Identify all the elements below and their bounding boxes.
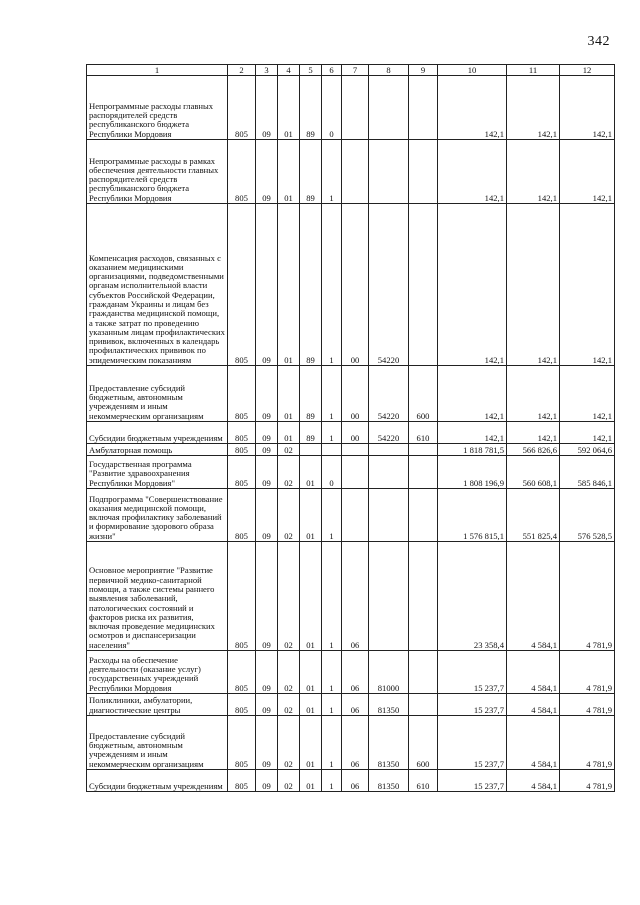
col-2-cell: 805 bbox=[228, 204, 256, 366]
col-7-cell bbox=[342, 444, 369, 456]
col-6-cell: 1 bbox=[322, 204, 342, 366]
col-8-cell bbox=[369, 444, 409, 456]
col-9-cell bbox=[409, 140, 438, 204]
col-8-cell bbox=[369, 542, 409, 651]
col-4-cell: 01 bbox=[278, 204, 300, 366]
table-row bbox=[87, 76, 615, 140]
row-name-cell: Субсидии бюджетным учреждениям bbox=[87, 422, 228, 444]
col-5-cell: 89 bbox=[300, 422, 322, 444]
column-header-8: 8 bbox=[369, 65, 409, 76]
col-2-cell: 805 bbox=[228, 422, 256, 444]
col-11-cell: 560 608,1 bbox=[507, 456, 560, 489]
col-3-cell: 09 bbox=[256, 76, 278, 140]
row-name-cell: Подпрограмма "Совершенствование оказания медицинской помощи, включая профилактику заболеваний и формирование здорового образа жизни" bbox=[87, 489, 228, 542]
col-8-cell: 81350 bbox=[369, 694, 409, 716]
row-name-cell: Предоставление субсидий бюджетным, автономным учреждениям и иным некоммерческим организациям bbox=[87, 366, 228, 422]
col-9-cell bbox=[409, 444, 438, 456]
col-5-cell bbox=[300, 444, 322, 456]
row-name-cell: Основное мероприятие "Развитие первичной медико-санитарной помощи, а также системы раннего выявления заболеваний, патологических состояний и факторов риска их развития, включая проведение медицинских осмотров и диспансеризации населения" bbox=[87, 542, 228, 651]
table-row bbox=[87, 204, 615, 366]
col-5-cell: 89 bbox=[300, 366, 322, 422]
col-8-cell: 54220 bbox=[369, 422, 409, 444]
col-3-cell: 09 bbox=[256, 694, 278, 716]
row-name-cell: Поликлиники, амбулатории, диагностические центры bbox=[87, 694, 228, 716]
col-5-cell: 01 bbox=[300, 456, 322, 489]
table-row bbox=[87, 456, 615, 489]
col-9-cell: 600 bbox=[409, 716, 438, 770]
col-12-cell: 4 781,9 bbox=[560, 694, 615, 716]
col-6-cell: 1 bbox=[322, 489, 342, 542]
col-11-cell: 142,1 bbox=[507, 422, 560, 444]
col-6-cell: 1 bbox=[322, 366, 342, 422]
table-row bbox=[87, 366, 615, 422]
col-4-cell: 02 bbox=[278, 651, 300, 694]
col-11-cell: 551 825,4 bbox=[507, 489, 560, 542]
col-10-cell: 15 237,7 bbox=[438, 651, 507, 694]
col-9-cell: 600 bbox=[409, 366, 438, 422]
col-9-cell bbox=[409, 694, 438, 716]
col-5-cell: 89 bbox=[300, 204, 322, 366]
col-7-cell: 06 bbox=[342, 542, 369, 651]
col-8-cell bbox=[369, 76, 409, 140]
col-4-cell: 02 bbox=[278, 456, 300, 489]
column-header-12: 12 bbox=[560, 65, 615, 76]
col-5-cell: 01 bbox=[300, 542, 322, 651]
col-4-cell: 02 bbox=[278, 770, 300, 792]
col-7-cell: 00 bbox=[342, 366, 369, 422]
col-12-cell: 592 064,6 bbox=[560, 444, 615, 456]
col-11-cell: 4 584,1 bbox=[507, 770, 560, 792]
col-12-cell: 142,1 bbox=[560, 422, 615, 444]
col-6-cell: 1 bbox=[322, 694, 342, 716]
col-12-cell: 142,1 bbox=[560, 140, 615, 204]
col-5-cell: 01 bbox=[300, 716, 322, 770]
col-3-cell: 09 bbox=[256, 489, 278, 542]
table-row bbox=[87, 770, 615, 792]
col-9-cell bbox=[409, 542, 438, 651]
column-header-9: 9 bbox=[409, 65, 438, 76]
col-6-cell bbox=[322, 444, 342, 456]
col-3-cell: 09 bbox=[256, 444, 278, 456]
col-7-cell: 06 bbox=[342, 770, 369, 792]
col-11-cell: 142,1 bbox=[507, 204, 560, 366]
col-8-cell: 81000 bbox=[369, 651, 409, 694]
row-name-cell: Предоставление субсидий бюджетным, автономным учреждениям и иным некоммерческим организациям bbox=[87, 716, 228, 770]
col-4-cell: 02 bbox=[278, 489, 300, 542]
row-name-cell: Расходы на обеспечение деятельности (оказание услуг) государственных учреждений Республики Мордовия bbox=[87, 651, 228, 694]
col-10-cell: 142,1 bbox=[438, 366, 507, 422]
col-4-cell: 02 bbox=[278, 716, 300, 770]
budget-table bbox=[86, 64, 615, 792]
col-9-cell bbox=[409, 204, 438, 366]
col-3-cell: 09 bbox=[256, 651, 278, 694]
col-10-cell: 15 237,7 bbox=[438, 770, 507, 792]
table-body bbox=[87, 76, 615, 792]
col-4-cell: 01 bbox=[278, 140, 300, 204]
col-2-cell: 805 bbox=[228, 76, 256, 140]
col-3-cell: 09 bbox=[256, 366, 278, 422]
col-10-cell: 142,1 bbox=[438, 204, 507, 366]
col-2-cell: 805 bbox=[228, 366, 256, 422]
col-3-cell: 09 bbox=[256, 456, 278, 489]
col-6-cell: 0 bbox=[322, 456, 342, 489]
row-name-cell: Государственная программа "Развитие здравоохранения Республики Мордовия" bbox=[87, 456, 228, 489]
col-7-cell: 06 bbox=[342, 694, 369, 716]
header-row bbox=[87, 65, 615, 76]
col-5-cell: 01 bbox=[300, 489, 322, 542]
col-9-cell bbox=[409, 489, 438, 542]
col-8-cell bbox=[369, 489, 409, 542]
col-7-cell bbox=[342, 140, 369, 204]
table-row bbox=[87, 694, 615, 716]
col-10-cell: 142,1 bbox=[438, 140, 507, 204]
col-9-cell bbox=[409, 76, 438, 140]
row-name-cell: Амбулаторная помощь bbox=[87, 444, 228, 456]
col-5-cell: 89 bbox=[300, 140, 322, 204]
col-12-cell: 585 846,1 bbox=[560, 456, 615, 489]
table-row bbox=[87, 489, 615, 542]
col-2-cell: 805 bbox=[228, 542, 256, 651]
col-7-cell bbox=[342, 456, 369, 489]
col-3-cell: 09 bbox=[256, 204, 278, 366]
col-4-cell: 01 bbox=[278, 366, 300, 422]
col-6-cell: 1 bbox=[322, 422, 342, 444]
col-9-cell bbox=[409, 651, 438, 694]
table-row bbox=[87, 542, 615, 651]
col-5-cell: 89 bbox=[300, 76, 322, 140]
col-2-cell: 805 bbox=[228, 456, 256, 489]
col-12-cell: 4 781,9 bbox=[560, 542, 615, 651]
col-11-cell: 566 826,6 bbox=[507, 444, 560, 456]
col-4-cell: 02 bbox=[278, 542, 300, 651]
col-6-cell: 1 bbox=[322, 651, 342, 694]
col-5-cell: 01 bbox=[300, 651, 322, 694]
col-6-cell: 1 bbox=[322, 542, 342, 651]
col-4-cell: 02 bbox=[278, 444, 300, 456]
col-12-cell: 576 528,5 bbox=[560, 489, 615, 542]
col-9-cell bbox=[409, 456, 438, 489]
col-8-cell: 54220 bbox=[369, 366, 409, 422]
col-10-cell: 15 237,7 bbox=[438, 716, 507, 770]
col-7-cell bbox=[342, 489, 369, 542]
col-12-cell: 4 781,9 bbox=[560, 716, 615, 770]
column-header-3: 3 bbox=[256, 65, 278, 76]
col-2-cell: 805 bbox=[228, 140, 256, 204]
col-11-cell: 4 584,1 bbox=[507, 716, 560, 770]
column-header-6: 6 bbox=[322, 65, 342, 76]
page-number: 342 bbox=[587, 34, 610, 49]
row-name-cell: Непрограммные расходы в рамках обеспечения деятельности главных распорядителей средств республиканского бюджета Республики Мордовия bbox=[87, 140, 228, 204]
column-header-5: 5 bbox=[300, 65, 322, 76]
col-4-cell: 02 bbox=[278, 694, 300, 716]
col-12-cell: 4 781,9 bbox=[560, 651, 615, 694]
col-12-cell: 142,1 bbox=[560, 204, 615, 366]
col-10-cell: 142,1 bbox=[438, 422, 507, 444]
table-row bbox=[87, 716, 615, 770]
col-10-cell: 1 576 815,1 bbox=[438, 489, 507, 542]
column-header-2: 2 bbox=[228, 65, 256, 76]
col-4-cell: 01 bbox=[278, 422, 300, 444]
col-3-cell: 09 bbox=[256, 140, 278, 204]
col-8-cell: 81350 bbox=[369, 716, 409, 770]
col-9-cell: 610 bbox=[409, 770, 438, 792]
col-2-cell: 805 bbox=[228, 694, 256, 716]
col-10-cell: 23 358,4 bbox=[438, 542, 507, 651]
col-2-cell: 805 bbox=[228, 716, 256, 770]
col-7-cell bbox=[342, 76, 369, 140]
col-6-cell: 1 bbox=[322, 716, 342, 770]
col-11-cell: 142,1 bbox=[507, 366, 560, 422]
table-row bbox=[87, 422, 615, 444]
col-8-cell: 54220 bbox=[369, 204, 409, 366]
col-10-cell: 1 818 781,5 bbox=[438, 444, 507, 456]
col-10-cell: 1 808 196,9 bbox=[438, 456, 507, 489]
col-8-cell: 81350 bbox=[369, 770, 409, 792]
col-2-cell: 805 bbox=[228, 770, 256, 792]
row-name-cell: Непрограммные расходы главных распорядителей средств республиканского бюджета Республики Мордовия bbox=[87, 76, 228, 140]
col-7-cell: 06 bbox=[342, 651, 369, 694]
col-10-cell: 142,1 bbox=[438, 76, 507, 140]
col-9-cell: 610 bbox=[409, 422, 438, 444]
col-7-cell: 06 bbox=[342, 716, 369, 770]
col-11-cell: 142,1 bbox=[507, 76, 560, 140]
col-7-cell: 00 bbox=[342, 422, 369, 444]
col-2-cell: 805 bbox=[228, 651, 256, 694]
column-header-11: 11 bbox=[507, 65, 560, 76]
col-3-cell: 09 bbox=[256, 422, 278, 444]
table-row bbox=[87, 651, 615, 694]
col-3-cell: 09 bbox=[256, 542, 278, 651]
col-6-cell: 1 bbox=[322, 770, 342, 792]
table-row bbox=[87, 444, 615, 456]
row-name-cell: Компенсация расходов, связанных с оказанием медицинскими организациями, подведомственными органам исполнительной власти субъектов Российской Федерации, гражданам Украины и лицам без гражданства медицинской помощи, а также затрат по проведению указанным лицам профилактических прививок, включенных в календарь профилактических прививок по эпидемическим показаниям bbox=[87, 204, 228, 366]
col-11-cell: 4 584,1 bbox=[507, 542, 560, 651]
col-12-cell: 142,1 bbox=[560, 76, 615, 140]
col-2-cell: 805 bbox=[228, 489, 256, 542]
col-6-cell: 0 bbox=[322, 76, 342, 140]
column-header-4: 4 bbox=[278, 65, 300, 76]
table-row bbox=[87, 140, 615, 204]
col-10-cell: 15 237,7 bbox=[438, 694, 507, 716]
col-8-cell bbox=[369, 140, 409, 204]
col-4-cell: 01 bbox=[278, 76, 300, 140]
column-header-1: 1 bbox=[87, 65, 228, 76]
col-11-cell: 142,1 bbox=[507, 140, 560, 204]
col-2-cell: 805 bbox=[228, 444, 256, 456]
col-5-cell: 01 bbox=[300, 770, 322, 792]
col-6-cell: 1 bbox=[322, 140, 342, 204]
col-12-cell: 142,1 bbox=[560, 366, 615, 422]
col-3-cell: 09 bbox=[256, 716, 278, 770]
col-11-cell: 4 584,1 bbox=[507, 651, 560, 694]
column-header-7: 7 bbox=[342, 65, 369, 76]
col-5-cell: 01 bbox=[300, 694, 322, 716]
col-7-cell: 00 bbox=[342, 204, 369, 366]
col-11-cell: 4 584,1 bbox=[507, 694, 560, 716]
column-header-10: 10 bbox=[438, 65, 507, 76]
col-12-cell: 4 781,9 bbox=[560, 770, 615, 792]
row-name-cell: Субсидии бюджетным учреждениям bbox=[87, 770, 228, 792]
col-8-cell bbox=[369, 456, 409, 489]
col-3-cell: 09 bbox=[256, 770, 278, 792]
